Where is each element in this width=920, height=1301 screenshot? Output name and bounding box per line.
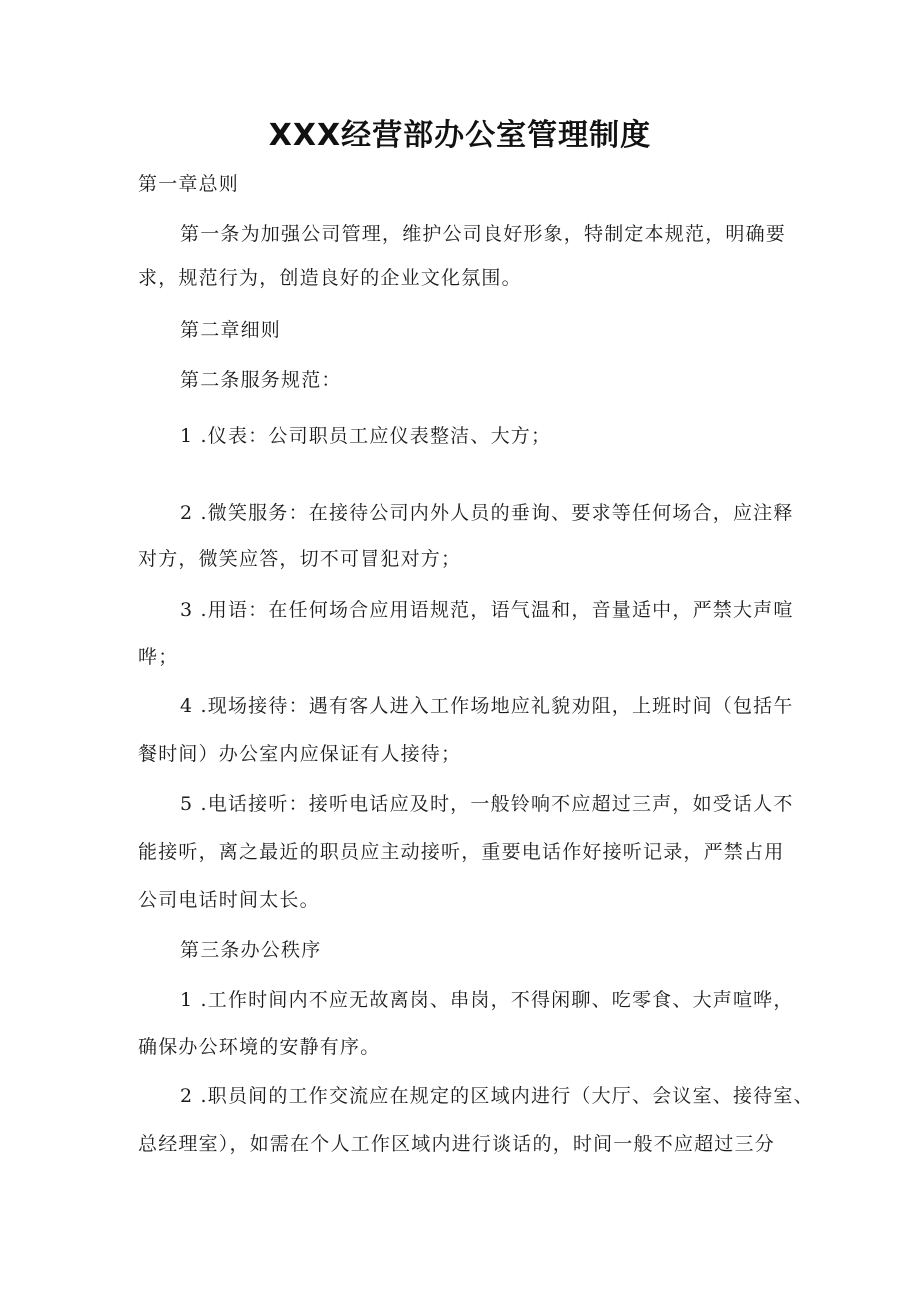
list-item: 2 .微笑服务：在接待公司内外人员的垂询、要求等任何场合，应注释 [180,502,794,524]
paragraph-line: 餐时间）办公室内应保证有人接待； [138,743,462,765]
paragraph-line: 公司电话时间太长。 [138,889,320,911]
article-3-heading: 第三条办公秩序 [180,939,322,961]
list-item: 5 .电话接听：接听电话应及时，一般铃响不应超过三声，如受话人不 [180,793,794,815]
paragraph-line: 对方，微笑应答，切不可冒犯对方； [138,548,462,570]
paragraph-line: 哗； [138,646,179,668]
article-2-heading: 第二条服务规范： [180,369,342,391]
chapter-1-heading: 第一章总则 [138,173,240,195]
document-title: XXX经营部办公室管理制度 [268,118,652,153]
chapter-2-heading: 第二章细则 [180,319,282,341]
paragraph-line: 总经理室），如需在个人工作区域内进行谈话的，时间一般不应超过三分 [138,1133,775,1155]
list-item: 1 .仪表：公司职员工应仪表整洁、大方； [180,425,552,447]
paragraph-line: 确保办公环境的安静有序。 [138,1036,381,1058]
list-item: 1 .工作时间内不应无故离岗、串岗，不得闲聊、吃零食、大声喧哗， [180,989,794,1011]
paragraph-line: 第一条为加强公司管理，维护公司良好形象，特制定本规范，明确要 [180,223,787,245]
list-item: 4 .现场接待：遇有客人进入工作场地应礼貌劝阻，上班时间（包括午 [180,695,794,717]
list-item: 2 .职员间的工作交流应在规定的区域内进行（大厅、会议室、接待室、 [180,1085,814,1107]
paragraph-line: 求，规范行为，创造良好的企业文化氛围。 [138,267,522,289]
paragraph-line: 能接听，离之最近的职员应主动接听，重要电话作好接听记录，严禁占用 [138,841,785,863]
list-item: 3 .用语：在任何场合应用语规范，语气温和，音量适中，严禁大声喧 [180,599,794,621]
